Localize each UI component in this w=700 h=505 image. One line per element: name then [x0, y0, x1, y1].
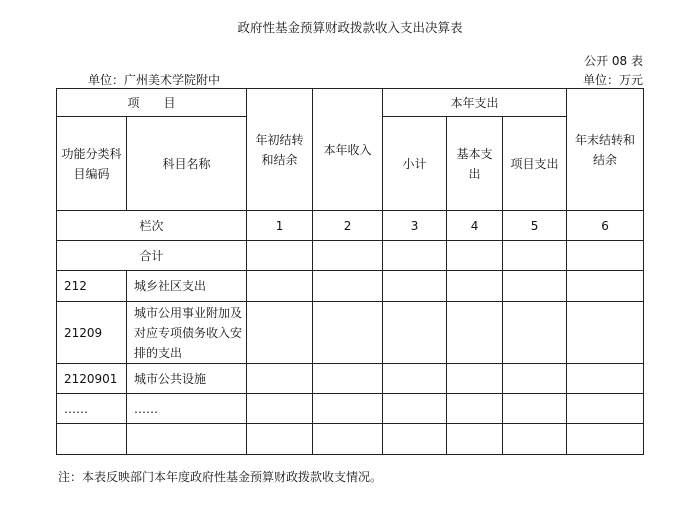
table-row — [57, 394, 644, 424]
row-code — [57, 424, 127, 455]
row-name: 城市公共设施 — [127, 364, 247, 394]
col-num: 4 — [447, 211, 503, 241]
header-func-code: 功能分类科目编码 — [57, 117, 127, 211]
table-row — [57, 302, 644, 364]
header-opening-balance: 年初结转和结余 — [247, 89, 313, 211]
col-num: 1 — [247, 211, 313, 241]
budget-table — [56, 88, 644, 455]
header-subject-name: 科目名称 — [127, 117, 247, 211]
header-basic-exp: 基本支出 — [447, 117, 503, 211]
table-number: 公开 08 表 — [584, 54, 643, 68]
row-name: 城市公用事业附加及对应专项债务收入安排的支出 — [127, 302, 247, 364]
table-row — [57, 271, 644, 302]
row-code: 2120901 — [57, 364, 127, 394]
row-code: 212 — [57, 271, 127, 302]
header-current-income: 本年收入 — [313, 89, 383, 211]
row-code: …… — [57, 394, 127, 424]
col-num: 6 — [567, 211, 644, 241]
row-name — [127, 424, 247, 455]
header-current-expenditure: 本年支出 — [383, 89, 567, 117]
header-subtotal: 小计 — [383, 117, 447, 211]
footnote: 注：本表反映部门本年度政府性基金预算财政拨款收支情况。 — [58, 470, 383, 484]
row-name: …… — [127, 394, 247, 424]
col-num: 3 — [383, 211, 447, 241]
row-name: 城乡社区支出 — [127, 271, 247, 302]
col-row-label: 栏次 — [57, 211, 247, 241]
table-row — [57, 364, 644, 394]
total-label: 合计 — [57, 241, 247, 271]
row-code: 21209 — [57, 302, 127, 364]
header-project-exp: 项目支出 — [503, 117, 567, 211]
table-row — [57, 424, 644, 455]
col-num: 5 — [503, 211, 567, 241]
header-closing-balance: 年末结转和结余 — [567, 89, 644, 211]
col-num: 2 — [313, 211, 383, 241]
unit-organization: 单位：广州美术学院附中 — [88, 73, 221, 87]
unit-currency: 单位：万元 — [582, 73, 643, 87]
header-item: 项 目 — [57, 89, 247, 117]
page-title: 政府性基金预算财政拨款收入支出决算表 — [237, 20, 463, 35]
